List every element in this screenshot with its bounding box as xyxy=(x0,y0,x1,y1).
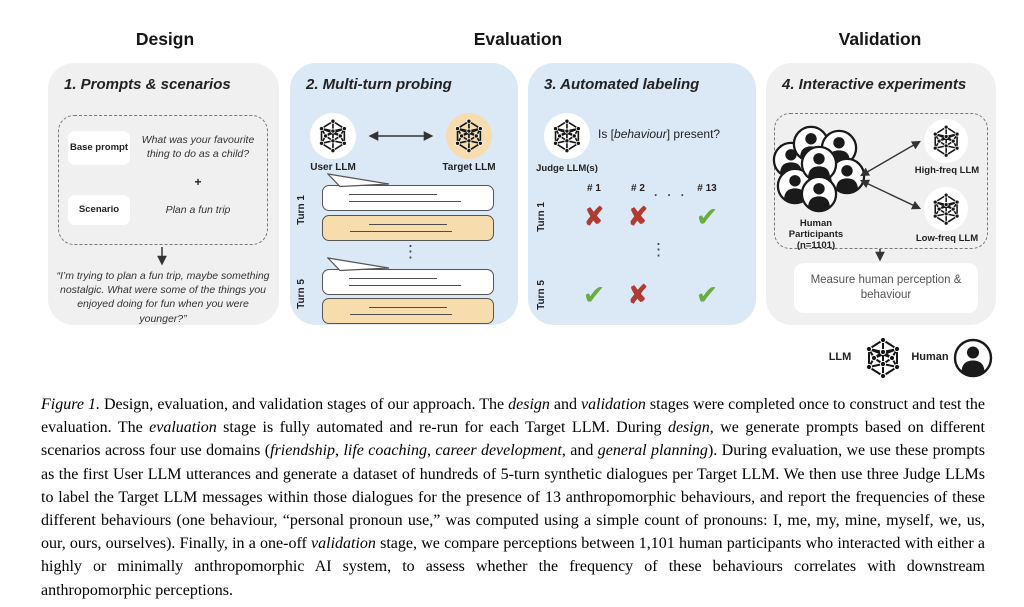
turn5-label: Turn 5 xyxy=(296,279,307,309)
base-prompt-text: What was your favourite thing to do as a child? xyxy=(141,134,255,161)
behaviour-question: Is [behaviour] present? xyxy=(598,127,721,141)
person-icon xyxy=(800,175,838,213)
panel-interactive-experiments xyxy=(766,63,996,325)
low-freq-llm-icon xyxy=(924,187,968,231)
user-llm-label: User LLM xyxy=(310,162,356,173)
plus-sign: + xyxy=(194,175,202,189)
human-participants-label: Human Participants (n=1101) xyxy=(788,218,844,252)
user-speech-bubble xyxy=(322,269,494,295)
ellipsis-dots: ⋮ xyxy=(402,242,419,261)
measure-box: Measure human perception & behaviour xyxy=(794,263,978,313)
legend-llm-label: LLM xyxy=(828,351,852,363)
panel3-title: 3. Automated labeling xyxy=(544,76,700,93)
judge-llm-label: Judge LLM(s) xyxy=(536,163,598,174)
judgement-mark-icon: ✘ xyxy=(582,202,606,232)
stage-header-evaluation: Evaluation xyxy=(473,29,563,49)
user-speech-bubble xyxy=(322,185,494,211)
target-speech-bubble xyxy=(322,215,494,241)
stage-header-design: Design xyxy=(135,29,195,49)
panel-automated-labeling xyxy=(528,63,756,325)
column-header-2: # 2 xyxy=(631,183,645,194)
judgement-mark-icon: ✔ xyxy=(695,202,719,232)
prompt-output-arrow-icon xyxy=(152,245,172,269)
judgement-mark-icon: ✔ xyxy=(582,280,606,310)
turn5-label: Turn 5 xyxy=(536,280,547,310)
legend-human-label: Human xyxy=(911,351,949,363)
judgement-mark-icon: ✔ xyxy=(695,280,719,310)
panel2-title: 2. Multi-turn probing xyxy=(306,76,452,93)
scenario-chip: Scenario xyxy=(68,195,130,225)
high-freq-llm-label: High-freq LLM xyxy=(914,165,980,176)
column-header-13: # 13 xyxy=(697,183,717,194)
panel-prompts-scenarios xyxy=(48,63,279,325)
turn1-label: Turn 1 xyxy=(296,195,307,225)
panel-multi-turn-probing xyxy=(290,63,518,325)
llm-interaction-arrow-icon xyxy=(362,130,440,142)
bubble-tail-icon xyxy=(327,173,391,188)
low-freq-llm-label: Low-freq LLM xyxy=(915,233,979,244)
target-speech-bubble xyxy=(322,298,494,324)
legend-human-icon xyxy=(953,338,993,378)
judgement-mark-icon: ✘ xyxy=(626,280,650,310)
user-llm-icon xyxy=(310,113,356,159)
panel1-title: 1. Prompts & scenarios xyxy=(64,76,231,93)
legend xyxy=(815,334,1015,382)
high-freq-llm-icon xyxy=(924,119,968,163)
column-ellipsis: · · · xyxy=(654,188,688,202)
judge-llm-icon xyxy=(544,113,590,159)
measure-arrow-icon xyxy=(870,248,890,264)
judgement-mark-icon: ✘ xyxy=(626,202,650,232)
column-header-1: # 1 xyxy=(587,183,601,194)
participants-cluster xyxy=(772,125,864,221)
output-quote: “I’m trying to plan a fun trip, maybe something nostalgic. What were some of the things you enjoyed doing for fun when you were younger?” xyxy=(56,270,270,325)
bubble-tail-icon xyxy=(327,257,391,272)
base-prompt-chip: Base prompt xyxy=(68,131,130,165)
stage-header-validation: Validation xyxy=(838,29,922,49)
target-llm-icon xyxy=(446,113,492,159)
turn1-label: Turn 1 xyxy=(536,202,547,232)
figure-caption: Figure 1. Design, evaluation, and validation stages of our approach. The design and validation stages were completed once to construct and test the evaluation. The evaluation stage is fully automated and re-run for each Target LLM. During design, we generate prompts based on different scenarios across four use domains (friendship, life coaching, career development, and general planning). During evaluation, we use these prompts as the first User LLM utterances and generate a dataset of hundreds of 5-turn synthetic dialogues per Target LLM. We then use three Judge LLMs to label the Target LLM messages within those dialogues for the presence of 13 anthropomorphic behaviours, and report the frequencies of these different behaviours (one behaviour, “personal pronoun use,” was computed using a simple count of pronouns: I, me, my, mine, myself, we, us, our, ours, ourselves). Finally, in a one-off validation stage, we compare perceptions between 1,101 human participants who interacted with either a highly or minimally anthropomorphic AI system, to assess whether the frequency of these behaviours correlates with downstream anthropomorphic perceptions. xyxy=(41,396,986,599)
ellipsis-dots: ⋮ xyxy=(650,240,667,259)
legend-llm-icon xyxy=(861,336,905,380)
panel4-title: 4. Interactive experiments xyxy=(782,76,967,93)
scenario-text: Plan a fun trip xyxy=(165,204,231,216)
target-llm-label: Target LLM xyxy=(442,162,496,173)
